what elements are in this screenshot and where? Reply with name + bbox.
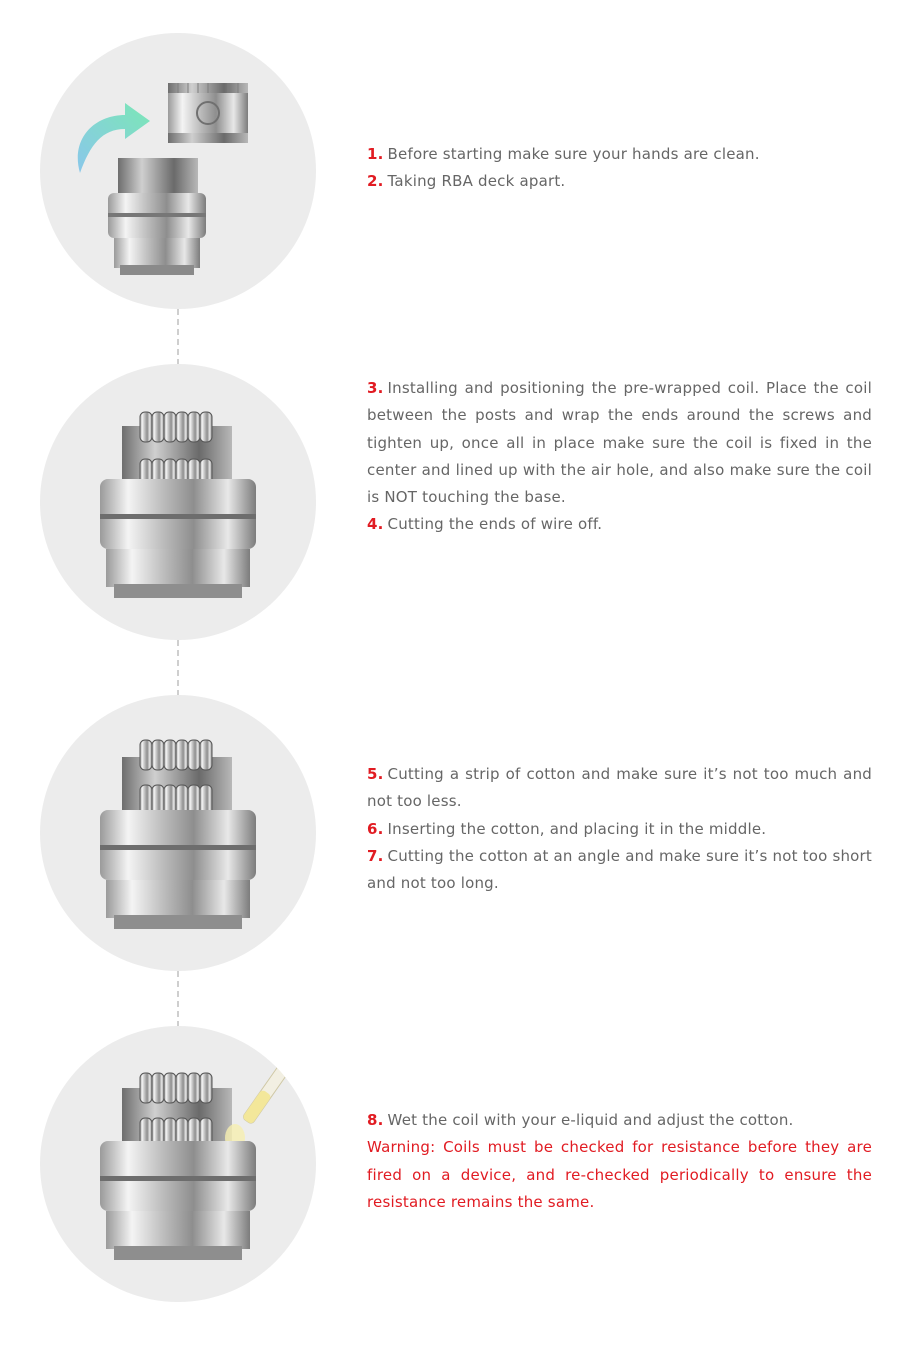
step-2-text: [367, 375, 872, 539]
warning-text: Warning: Coils must be checked for resistance before they are fired on a device, and re-checked periodically to ensure the resistance remains the same.: [367, 1138, 872, 1211]
step-1-image: [40, 33, 316, 309]
step-item: [367, 141, 872, 168]
step-description: Cutting the cotton at an angle and make sure it’s not too short and not too long.: [367, 846, 872, 893]
step-number: 4.: [367, 515, 384, 534]
step-number: 7.: [367, 846, 384, 865]
step-number: 8.: [367, 1111, 384, 1129]
cotton-install-illustration: [40, 695, 316, 971]
step-item: [367, 1107, 872, 1134]
step-connector: [177, 309, 179, 365]
step-description: Taking RBA deck apart.: [387, 172, 566, 191]
step-connector: [177, 640, 179, 696]
step-number: 3.: [367, 379, 384, 397]
step-description: Before starting make sure your hands are clean.: [387, 145, 760, 163]
step-4-text: [367, 1107, 872, 1216]
step-connector: [177, 971, 179, 1027]
step-number: 1.: [367, 145, 384, 163]
step-item: [367, 843, 872, 898]
rba-deck-apart-illustration: [40, 33, 316, 309]
step-item: [367, 375, 872, 511]
step-description: Wet the coil with your e-liquid and adjust the cotton.: [387, 1111, 794, 1129]
step-item: [367, 511, 872, 538]
step-1-text: [367, 141, 872, 196]
wick-eliquid-illustration: [40, 1026, 316, 1302]
step-2-image: [40, 364, 316, 640]
step-description: Inserting the cotton, and placing it in the middle.: [387, 819, 767, 838]
step-item: [367, 168, 872, 195]
step-item: [367, 816, 872, 843]
step-3-text: [367, 761, 872, 897]
step-number: 5.: [367, 765, 384, 783]
step-number: 2.: [367, 172, 384, 191]
step-number: 6.: [367, 819, 384, 838]
step-item: [367, 761, 872, 816]
step-description: Cutting a strip of cotton and make sure it’s not too much and not too less.: [367, 765, 872, 811]
coil-install-illustration: [40, 364, 316, 640]
step-description: Installing and positioning the pre-wrapped coil. Place the coil between the posts and wrap the ends around the screws and tighten up, once all in place make sure the coil is fixed in the center and lined up with the air hole, and also make sure the coil is NOT touching the base.: [367, 379, 872, 507]
step-3-image: [40, 695, 316, 971]
step-description: Cutting the ends of wire off.: [387, 515, 603, 534]
step-4-image: [40, 1026, 316, 1302]
